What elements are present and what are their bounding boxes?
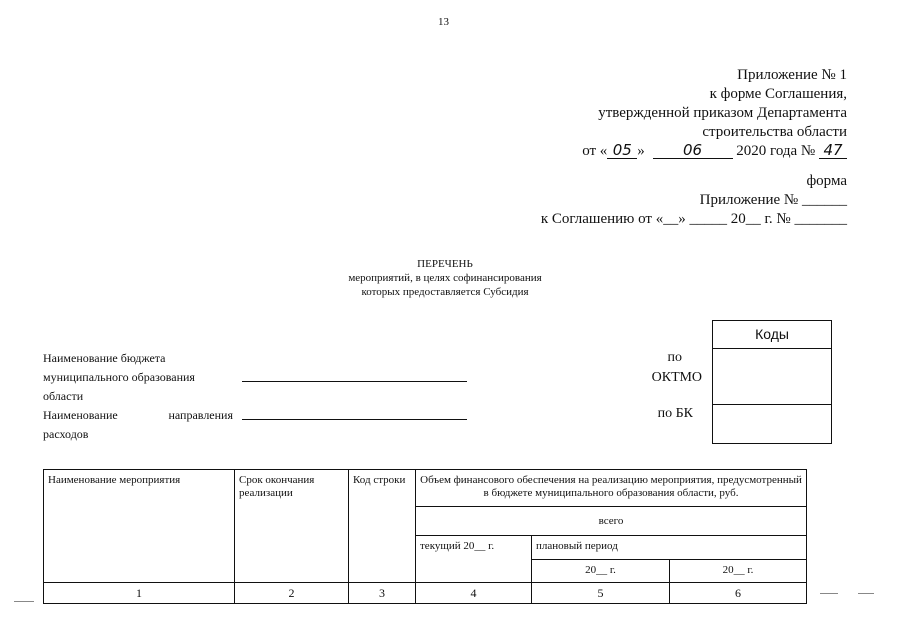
col-planned-period: плановый период bbox=[532, 536, 807, 560]
col-number-5: 5 bbox=[532, 583, 670, 604]
budget-name-line1: Наименование бюджета bbox=[43, 351, 166, 365]
handwritten-day: 05 bbox=[607, 143, 637, 159]
col-number-2: 2 bbox=[235, 583, 349, 604]
budget-name-label bbox=[43, 349, 195, 406]
col-number-6: 6 bbox=[670, 583, 807, 604]
direction-word2: направления bbox=[168, 408, 233, 422]
date-quote-close: » bbox=[637, 143, 645, 159]
direction-line2: расходов bbox=[43, 427, 89, 441]
budget-name-field[interactable] bbox=[242, 381, 467, 382]
title-line2: мероприятий, в целях софинансирования bbox=[348, 272, 542, 284]
codes-box bbox=[712, 320, 832, 444]
col-number-1: 1 bbox=[44, 583, 235, 604]
oktmo-label: ОКТМО bbox=[651, 370, 702, 385]
col-end-date: Срок окончания реализации bbox=[235, 470, 349, 583]
col-funding-volume: Объем финансового обеспечения на реализацию мероприятия, предусмотренный в бюджете муниципального образования области, руб. bbox=[416, 470, 807, 507]
document-title bbox=[230, 257, 660, 299]
direction-field[interactable] bbox=[242, 419, 467, 420]
col-total: всего bbox=[416, 507, 807, 536]
budget-name-line3: области bbox=[43, 389, 84, 403]
codes-header: Коды bbox=[713, 321, 831, 349]
form-header bbox=[427, 172, 847, 229]
appendix-date-line bbox=[427, 142, 847, 161]
title-heading: ПЕРЕЧЕНЬ bbox=[417, 258, 473, 270]
table-number-row bbox=[44, 583, 807, 604]
form-label: форма bbox=[806, 173, 847, 189]
scan-mark bbox=[820, 593, 838, 594]
date-prefix: от « bbox=[582, 143, 608, 159]
col-event-name: Наименование мероприятия bbox=[44, 470, 235, 583]
appendix-line1: Приложение № 1 bbox=[737, 67, 847, 83]
col-current-year: текущий 20__ г. bbox=[416, 536, 532, 583]
appendix-block bbox=[427, 66, 847, 161]
col-plan-year1: 20__ г. bbox=[532, 560, 670, 583]
form-agreement-line: к Соглашению от «__» _____ 20__ г. № _______ bbox=[540, 211, 847, 227]
col-number-4: 4 bbox=[416, 583, 532, 604]
appendix-line2: к форме Соглашения, bbox=[709, 86, 847, 102]
direction-word1: Наименование bbox=[43, 408, 118, 422]
page-number: 13 bbox=[438, 16, 449, 28]
events-table bbox=[43, 469, 807, 604]
po-label: по bbox=[667, 350, 682, 365]
handwritten-number: 47 bbox=[819, 143, 847, 159]
appendix-line4: строительства области bbox=[702, 124, 847, 140]
codes-divider bbox=[713, 404, 831, 405]
direction-label bbox=[43, 406, 233, 444]
table-header-row1 bbox=[44, 470, 807, 507]
col-plan-year2: 20__ г. bbox=[670, 560, 807, 583]
form-appendix-number: Приложение № ______ bbox=[699, 192, 847, 208]
col-line-code: Код строки bbox=[349, 470, 416, 583]
po-bk-label: по БК bbox=[657, 406, 693, 421]
date-year-text: 2020 года № bbox=[736, 143, 816, 159]
scan-mark bbox=[14, 601, 34, 602]
appendix-line3: утвержденной приказом Департамента bbox=[598, 105, 847, 121]
col-number-3: 3 bbox=[349, 583, 416, 604]
title-line3: которых предоставляется Субсидия bbox=[361, 286, 529, 298]
scan-mark bbox=[858, 593, 874, 594]
budget-name-line2: муниципального образования bbox=[43, 370, 195, 384]
handwritten-month: 06 bbox=[653, 143, 733, 159]
